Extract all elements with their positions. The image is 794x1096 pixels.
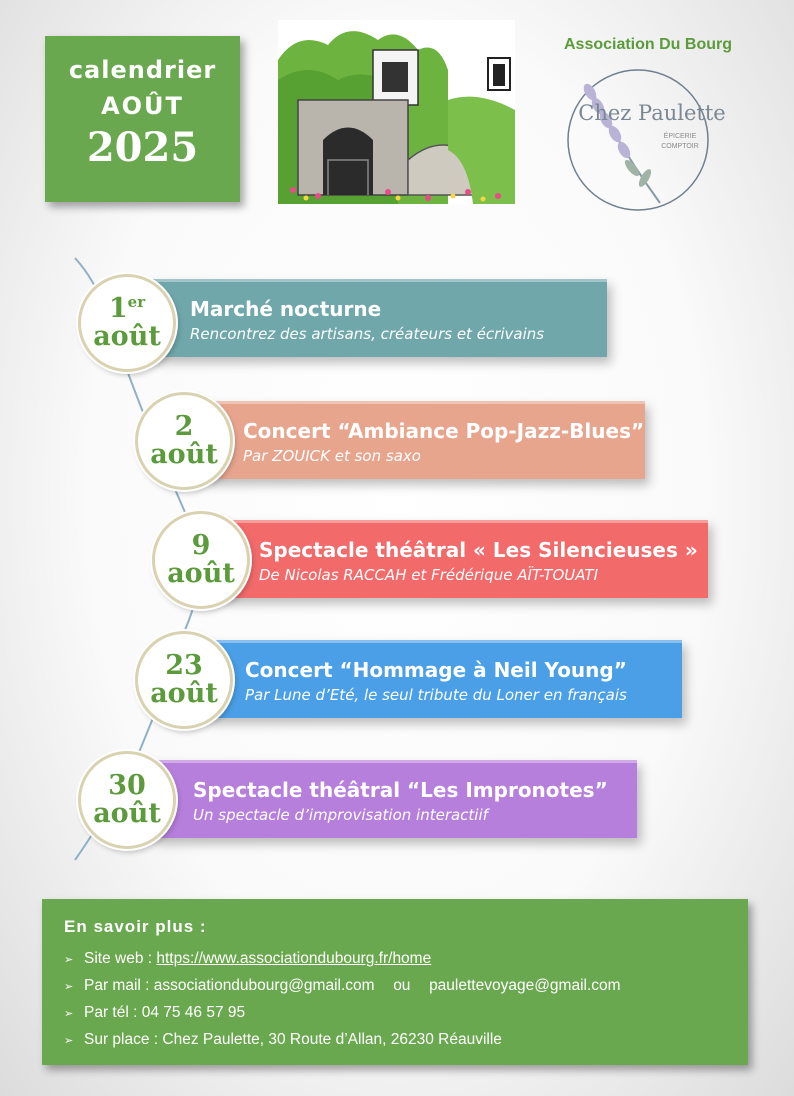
event-day	[108, 769, 146, 801]
event-day-suffix: er	[127, 292, 146, 311]
arrow-bullet-icon: ➢	[64, 981, 74, 993]
calendar-label: calendrier	[68, 56, 217, 84]
info-address	[64, 1026, 621, 1053]
phone-number[interactable]: Par tél : 04 75 46 57 95	[84, 1004, 246, 1021]
event-date-badge	[135, 631, 233, 729]
event-month: août	[150, 678, 218, 709]
event-title: Marché nocturne	[190, 296, 382, 321]
event-day	[108, 292, 146, 324]
event-month: août	[93, 321, 161, 352]
event-day	[174, 410, 194, 442]
event-title: Spectacle théâtral “Les Impronotes”	[193, 777, 608, 802]
info-phone	[64, 999, 621, 1026]
event-card	[205, 401, 645, 479]
event-card	[222, 520, 708, 598]
mail-or: ou	[393, 977, 411, 994]
event-subtitle: Par Lune d’Eté, le seul tribute du Loner en français	[245, 685, 627, 704]
calendar-title-box	[45, 36, 240, 202]
address: Sur place : Chez Paulette, 30 Route d’Allan, 26230 Réauville	[84, 1031, 502, 1048]
event-card	[150, 279, 607, 357]
more-info-box	[42, 899, 748, 1065]
info-mail	[64, 972, 621, 999]
event-day-number: 30	[108, 769, 146, 801]
event-day-number: 9	[191, 529, 211, 561]
event-card	[153, 760, 637, 838]
event-day	[165, 649, 203, 681]
event-subtitle: Rencontrez des artisans, créateurs et écrivains	[190, 324, 545, 343]
event-subtitle: Un spectacle d’improvisation interactiif	[193, 805, 488, 824]
event-title: Spectacle théâtral « Les Silencieuses »	[259, 537, 698, 562]
event-day-number: 23	[165, 649, 203, 681]
info-website	[64, 945, 621, 972]
more-info-list	[64, 945, 621, 1053]
event-date-badge	[78, 274, 176, 372]
arrow-bullet-icon: ➢	[64, 954, 74, 966]
event-day-number: 1	[108, 292, 128, 324]
event-day-number: 2	[174, 410, 194, 442]
mail-secondary[interactable]: paulettevoyage@gmail.com	[429, 977, 621, 994]
calendar-year: 2025	[86, 124, 199, 171]
event-month: août	[93, 798, 161, 829]
event-subtitle: Par ZOUICK et son saxo	[243, 446, 421, 465]
website-link[interactable]: https://www.associationdubourg.fr/home	[156, 950, 432, 967]
more-info-title: En savoir plus :	[64, 917, 207, 936]
house-illustration	[278, 20, 515, 204]
association-name: Association Du Bourg	[563, 36, 732, 53]
event-title: Concert “Ambiance Pop-Jazz-Blues”	[243, 418, 645, 443]
event-title: Concert “Hommage à Neil Young”	[245, 657, 627, 682]
website-label: Site web :	[84, 950, 157, 967]
lavender-logo-icon	[560, 58, 740, 218]
arrow-bullet-icon: ➢	[64, 1008, 74, 1020]
event-month: août	[167, 558, 235, 589]
event-date-badge	[135, 392, 233, 490]
logo-tagline-1: ÉPICERIE	[663, 133, 697, 140]
event-card	[207, 640, 682, 718]
logo-tagline-2: COMPTOIR	[661, 143, 699, 150]
logo-name: Chez Paulette	[578, 101, 726, 125]
event-month: août	[150, 439, 218, 470]
event-date-badge	[152, 511, 250, 609]
event-day	[191, 529, 211, 561]
mail-primary[interactable]: Par mail : associationdubourg@gmail.com	[84, 977, 375, 994]
arrow-bullet-icon: ➢	[64, 1035, 74, 1047]
event-date-badge	[78, 751, 176, 849]
event-subtitle: De Nicolas RACCAH et Frédérique AÏT-TOUATI	[259, 565, 598, 584]
calendar-month: AOÛT	[101, 92, 184, 120]
